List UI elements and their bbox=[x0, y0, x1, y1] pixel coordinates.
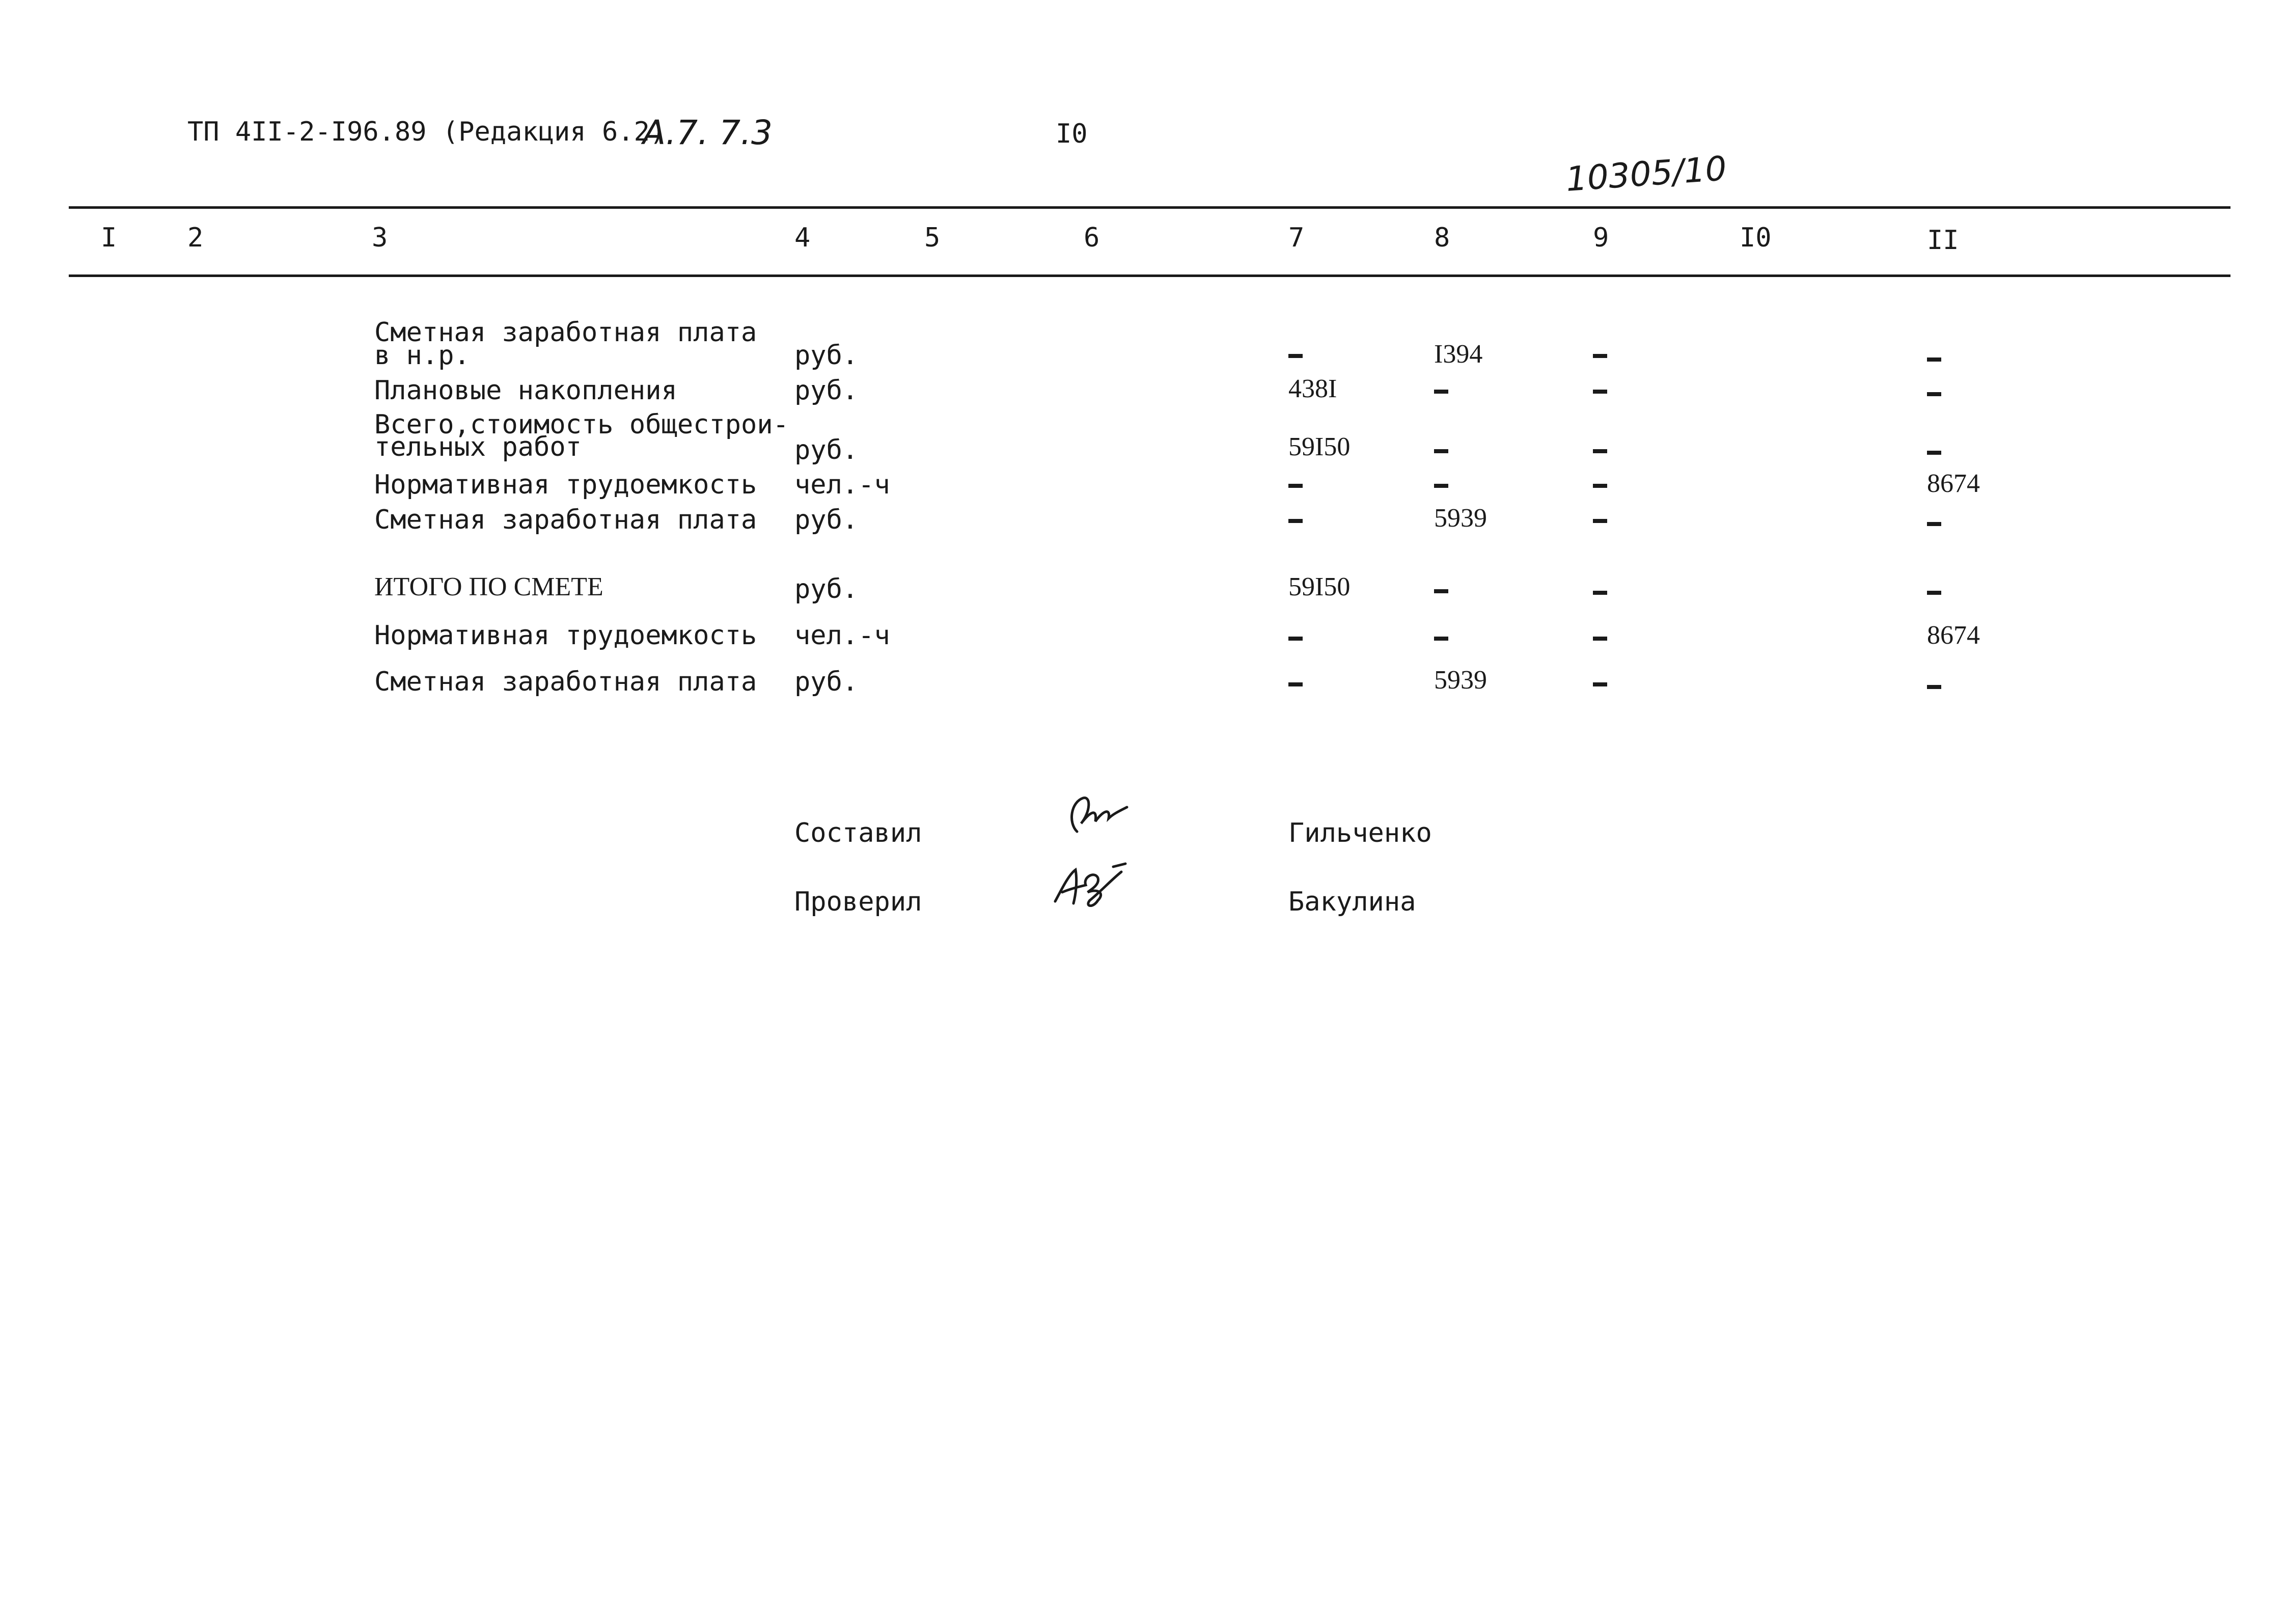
row-value-col7: 438I bbox=[1288, 374, 1337, 403]
page-number: I0 bbox=[1056, 119, 1088, 149]
empty-value-dash bbox=[1434, 449, 1448, 453]
empty-value-dash bbox=[1593, 390, 1607, 394]
column-header-6: 6 bbox=[1084, 223, 1100, 253]
row-unit: руб. bbox=[794, 340, 859, 371]
empty-value-dash bbox=[1288, 354, 1303, 358]
row-unit: руб. bbox=[794, 375, 859, 406]
row-value-col7: 59I50 bbox=[1288, 432, 1351, 461]
row-value-col7: 59I50 bbox=[1288, 572, 1351, 601]
empty-value-dash bbox=[1593, 449, 1607, 453]
empty-value-dash bbox=[1593, 637, 1607, 641]
column-header-9: 9 bbox=[1593, 223, 1609, 253]
signature-role-compiled: Составил bbox=[794, 818, 922, 848]
row-name-line: тельных работ bbox=[374, 432, 582, 462]
empty-value-dash bbox=[1434, 390, 1448, 394]
empty-value-dash bbox=[1288, 682, 1303, 686]
empty-value-dash bbox=[1288, 637, 1303, 641]
row-name-line: Сметная заработная плата bbox=[374, 667, 757, 697]
column-header-1: I bbox=[101, 223, 117, 253]
empty-value-dash bbox=[1593, 484, 1607, 488]
empty-value-dash bbox=[1927, 522, 1941, 526]
row-unit: руб. bbox=[794, 435, 859, 465]
handwritten-note: А.7. 7.3 bbox=[643, 113, 773, 152]
signature-checked bbox=[1049, 860, 1136, 916]
row-value-col8: 5939 bbox=[1434, 666, 1487, 695]
empty-value-dash bbox=[1927, 591, 1941, 595]
row-name-line: Всего,стоимость общестрои- bbox=[374, 409, 789, 440]
empty-value-dash bbox=[1927, 392, 1941, 396]
row-value-col8: 5939 bbox=[1434, 504, 1487, 533]
empty-value-dash bbox=[1927, 357, 1941, 362]
empty-value-dash bbox=[1288, 519, 1303, 523]
empty-value-dash bbox=[1434, 637, 1448, 641]
signature-name-compiled: Гильченко bbox=[1288, 818, 1432, 848]
column-header-8: 8 bbox=[1434, 223, 1450, 253]
row-name-line: в н.р. bbox=[374, 340, 470, 371]
signature-name-checked: Бакулина bbox=[1288, 887, 1416, 917]
table-top-rule bbox=[69, 206, 2230, 209]
signature-compiled bbox=[1062, 792, 1138, 840]
empty-value-dash bbox=[1288, 484, 1303, 488]
row-value-col11: 8674 bbox=[1927, 469, 1980, 498]
column-header-10: I0 bbox=[1740, 223, 1772, 253]
column-header-7: 7 bbox=[1288, 223, 1305, 253]
column-header-3: 3 bbox=[372, 223, 388, 253]
row-unit: чел.-ч bbox=[794, 620, 890, 651]
row-unit: руб. bbox=[794, 667, 859, 697]
row-unit: чел.-ч bbox=[794, 470, 890, 500]
column-header-4: 4 bbox=[794, 223, 811, 253]
row-name-line: Сметная заработная плата bbox=[374, 317, 757, 348]
row-name-line: Плановые накопления bbox=[374, 375, 677, 406]
table-header-rule bbox=[69, 274, 2230, 277]
total-label: ИТОГО ПО СМЕТЕ bbox=[374, 572, 603, 601]
row-name-line: Сметная заработная плата bbox=[374, 505, 757, 535]
column-header-11: II bbox=[1927, 225, 1959, 256]
empty-value-dash bbox=[1593, 354, 1607, 358]
column-header-2: 2 bbox=[187, 223, 204, 253]
row-name-line: Нормативная трудоемкость bbox=[374, 620, 757, 651]
row-value-col11: 8674 bbox=[1927, 621, 1980, 650]
empty-value-dash bbox=[1927, 451, 1941, 455]
row-name-line: Нормативная трудоемкость bbox=[374, 470, 757, 500]
column-header-5: 5 bbox=[924, 223, 941, 253]
empty-value-dash bbox=[1593, 682, 1607, 686]
empty-value-dash bbox=[1434, 484, 1448, 488]
empty-value-dash bbox=[1927, 685, 1941, 689]
empty-value-dash bbox=[1593, 591, 1607, 595]
row-unit: руб. bbox=[794, 574, 859, 604]
document-code: ТП 4II-2-I96.89 (Редакция 6.2) bbox=[187, 117, 666, 147]
empty-value-dash bbox=[1434, 589, 1448, 593]
row-value-col8: I394 bbox=[1434, 340, 1483, 369]
handwritten-inventory-number: 10305/10 bbox=[1564, 149, 1728, 199]
row-unit: руб. bbox=[794, 505, 859, 535]
signature-role-checked: Проверил bbox=[794, 887, 922, 917]
empty-value-dash bbox=[1593, 519, 1607, 523]
